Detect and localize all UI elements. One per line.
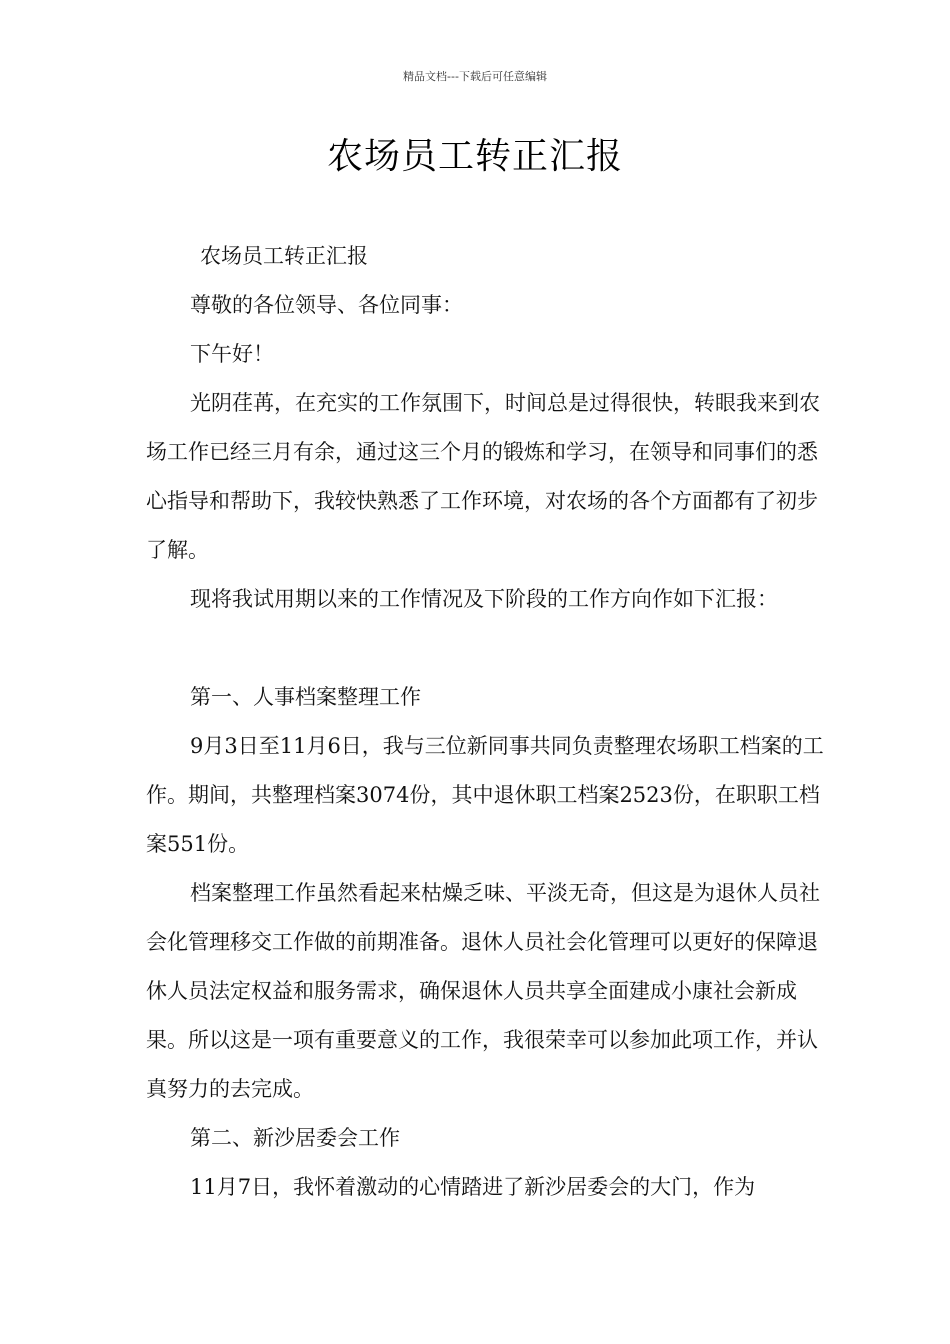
paragraph-committee: 11月7日，我怀着激动的心情踏进了新沙居委会的大门，作为 <box>190 1175 756 1199</box>
paragraph-intro: 光阴荏苒，在充实的工作氛围下，时间总是过得很快，转眼我来到农场工作已经三月有余，通过这三个月的锻炼和学习，在领导和同事们的悉心指导和帮助下，我较快熟悉了工作环境，对农场的各个方面都有了初步了解。 <box>146 391 820 562</box>
paragraph-archives-significance: 档案整理工作虽然看起来枯燥乏味、平淡无奇，但这是为退休人员社会化管理移交工作做的前期准备。退休人员社会化管理可以更好的保障退休人员法定权益和服务需求，确保退休人员共享全面建成小康社会新成果。所以这是一项有重要意义的工作，我很荣幸可以参加此项工作，并认真努力的去完成。 <box>146 881 820 1101</box>
paragraph-spacer <box>146 624 826 673</box>
paragraph-archives: 9月3日至11月6日，我与三位新同事共同负责整理农场职工档案的工作。期间，共整理档案3074份，其中退休职工档案2523份，在职职工档案551份。 <box>146 734 824 856</box>
section-heading-1: 第一、人事档案整理工作 <box>190 685 421 709</box>
paragraph-salutation: 尊敬的各位领导、各位同事： <box>190 293 463 317</box>
document-title: 农场员工转正汇报 <box>326 136 623 177</box>
paragraph-greeting: 下午好！ <box>190 342 274 366</box>
section-heading-2: 第二、新沙居委会工作 <box>190 1126 400 1150</box>
paragraph-report-lead: 现将我试用期以来的工作情况及下阶段的工作方向作如下汇报： <box>190 587 778 611</box>
header-note: 精品文档---下载后可任意编辑 <box>403 70 547 83</box>
paragraph-subtitle: 农场员工转正汇报 <box>200 244 368 268</box>
document-body <box>146 232 826 1212</box>
